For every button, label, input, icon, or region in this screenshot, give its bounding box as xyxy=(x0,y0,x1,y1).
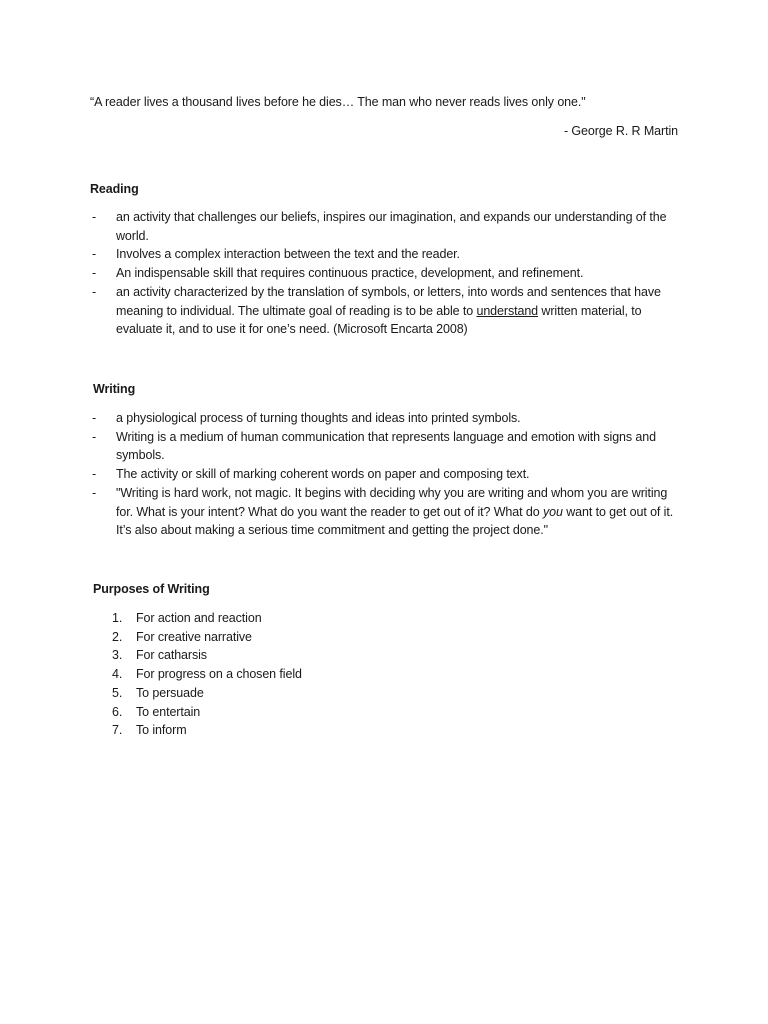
list-item xyxy=(110,703,510,722)
dash-marker: - xyxy=(92,284,97,299)
list-item-text: An indispensable skill that requires continuous practice, development, and refinement. xyxy=(116,266,584,281)
purposes-list xyxy=(110,609,510,740)
list-item-text: To entertain xyxy=(136,704,201,719)
list-item xyxy=(90,245,682,264)
list-item xyxy=(90,484,682,540)
list-item-text: Writing is a medium of human communication that represents language and emotion with signs and symbols. xyxy=(116,429,656,463)
list-item xyxy=(90,465,682,484)
underlined-word: understand xyxy=(476,303,539,318)
item-number: 4. xyxy=(112,667,123,682)
list-item-text: For progress on a chosen field xyxy=(136,667,302,682)
dash-marker: - xyxy=(92,467,97,482)
list-item xyxy=(90,208,682,245)
list-item-text: To persuade xyxy=(136,685,204,700)
dash-marker: - xyxy=(92,411,97,425)
list-item xyxy=(90,428,682,465)
item-number: 6. xyxy=(112,704,123,719)
list-item-text: a physiological process of turning thoughts and ideas into printed symbols. xyxy=(116,411,521,425)
list-item-text: For catharsis xyxy=(136,648,207,663)
writing-heading: Writing xyxy=(93,382,136,396)
list-item xyxy=(110,609,510,628)
list-item-text: an activity characterized by the translation of symbols, or letters, into words and sentences that have meaning to individual. The ultimate goal of reading is to be able to understand written material, to evaluate it, and to use it for one’s need. (Microsoft Encarta 2008) xyxy=(116,284,661,337)
list-item-text: For creative narrative xyxy=(136,629,252,644)
list-item xyxy=(110,665,510,684)
list-item xyxy=(110,628,510,647)
item-number: 3. xyxy=(112,648,123,663)
dash-marker: - xyxy=(92,247,97,262)
item-number: 1. xyxy=(112,611,123,625)
list-item xyxy=(110,684,510,703)
dash-marker: - xyxy=(92,485,97,500)
list-item-text: To inform xyxy=(136,723,187,738)
opening-quote: “A reader lives a thousand lives before he dies… The man who never reads lives only one." xyxy=(90,95,586,109)
dash-marker: - xyxy=(92,266,97,281)
list-item-text: an activity that challenges our beliefs, inspires our imagination, and expands our understanding of the world. xyxy=(116,210,667,243)
list-item xyxy=(90,283,682,339)
quote-attribution: - George R. R Martin xyxy=(563,124,678,138)
list-item-text: For action and reaction xyxy=(136,611,262,625)
reading-heading: Reading xyxy=(90,182,139,196)
writing-list xyxy=(90,409,682,540)
italic-word: you xyxy=(542,504,563,519)
purposes-heading: Purposes of Writing xyxy=(93,582,210,596)
dash-marker: - xyxy=(92,210,97,224)
list-item-text: The activity or skill of marking coherent words on paper and composing text. xyxy=(116,467,530,482)
list-item xyxy=(90,264,682,283)
item-number: 2. xyxy=(112,629,123,644)
list-item xyxy=(110,646,510,665)
item-number: 7. xyxy=(112,723,123,738)
item-number: 5. xyxy=(112,685,123,700)
reading-list xyxy=(90,208,682,339)
list-item xyxy=(90,409,682,428)
list-item-text: Involves a complex interaction between the text and the reader. xyxy=(116,247,460,262)
list-item xyxy=(110,721,510,740)
list-item-text: "Writing is hard work, not magic. It begins with deciding why you are writing and whom you are writing for. What is your intent? What do you want the reader to get out of it? What do you want to get out of it. It’s also about making a serious time commitment and getting the project done." xyxy=(116,485,674,538)
dash-marker: - xyxy=(92,429,97,444)
